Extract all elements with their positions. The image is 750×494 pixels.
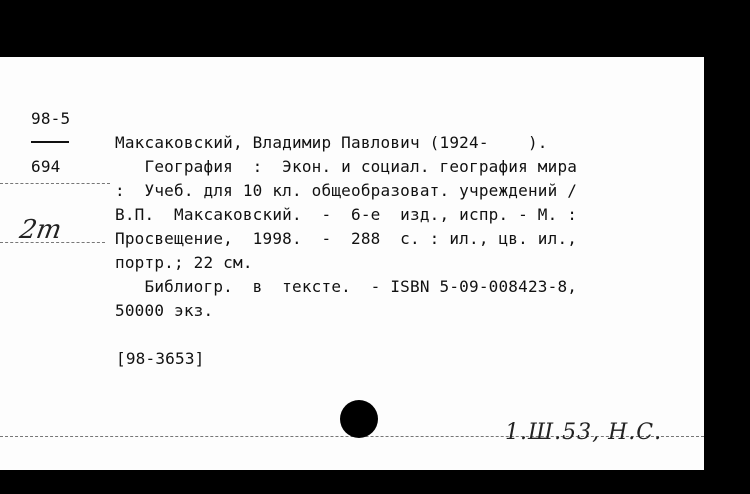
punch-hole [340, 400, 378, 438]
title-line: : Учеб. для 10 кл. общеобразоват. учреждений / [115, 181, 578, 200]
classification-code-bottom: 694 [31, 157, 61, 176]
classification-code-top: 98-5 [31, 109, 71, 128]
author-heading: Максаковский, Владимир Павлович (1924- ). [115, 133, 548, 152]
classification-divider [31, 141, 69, 143]
print-run-line: 50000 экз. [115, 301, 214, 320]
catalog-card [0, 57, 704, 470]
title-line: География : Экон. и социал. география мира [115, 157, 578, 176]
edition-line: В.П. Максаковский. - 6-е изд., испр. - М. : [115, 205, 578, 224]
handwritten-note: 2m [17, 215, 64, 245]
notes-line: Библиогр. в тексте. - ISBN 5-09-008423-8, [115, 277, 578, 296]
physical-description-line: портр.; 22 см. [115, 253, 253, 272]
registration-number: [98-3653] [116, 349, 205, 368]
handwritten-inventory-note: 1.Ш.53, Н.С. [505, 420, 663, 445]
scan-dotted-line [0, 183, 110, 185]
publication-line: Просвещение, 1998. - 288 с. : ил., цв. ил., [115, 229, 578, 248]
scan-dotted-line [0, 242, 105, 244]
scan-border [704, 0, 750, 57]
